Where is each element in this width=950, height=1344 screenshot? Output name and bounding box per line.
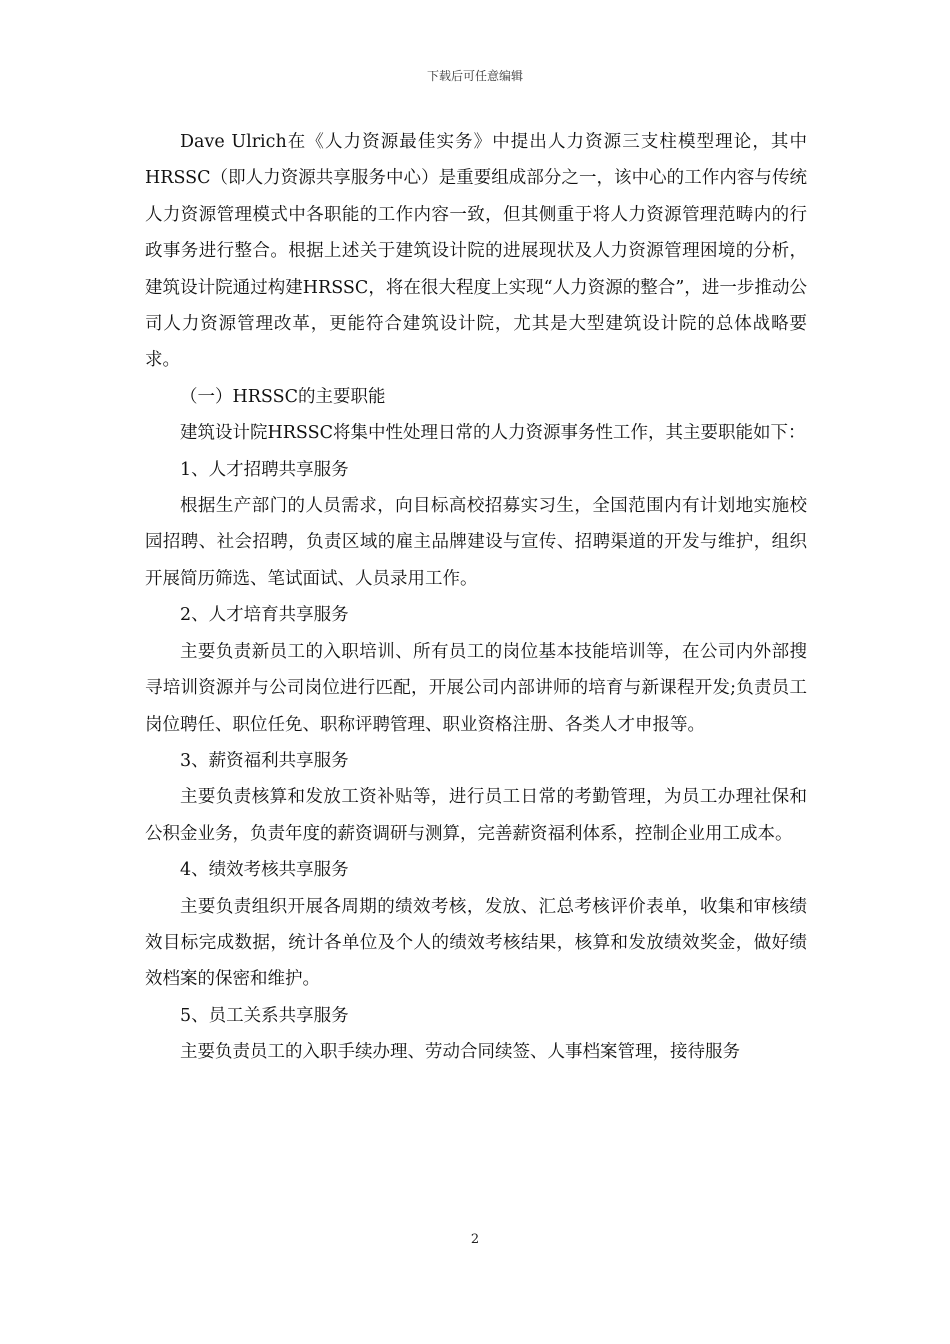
section-heading-main-functions: （一）HRSSC的主要职能: [180, 386, 386, 407]
page-header: 下载后可任意编辑: [426, 69, 523, 83]
paragraph-compensation: 主要负责核算和发放工资补贴等，进行员工日常的考勤管理，为员工办理社保和公积金业务，负责年度的薪资调研与测算，完善薪资福利体系，控制企业用工成本。: [145, 787, 807, 844]
subheading-training: 2、人才培育共享服务: [180, 605, 349, 626]
page-number: 2: [470, 1232, 480, 1247]
paragraph-performance: 主要负责组织开展各周期的绩效考核，发放、汇总考核评价表单，收集和审核绩效目标完成数据，统计各单位及个人的绩效考核结果，核算和发放绩效奖金，做好绩效档案的保密和维护。: [145, 896, 807, 990]
paragraph-functions-intro: 建筑设计院HRSSC将集中性处理日常的人力资源事务性工作，其主要职能如下：: [180, 423, 806, 444]
subheading-employee-relations: 5、员工关系共享服务: [180, 1005, 349, 1026]
subheading-compensation: 3、薪资福利共享服务: [180, 750, 349, 771]
subheading-performance: 4、绩效考核共享服务: [180, 860, 349, 881]
paragraph-recruitment: 根据生产部门的人员需求，向目标高校招募实习生，全国范围内有计划地实施校园招聘、社会招聘，负责区域的雇主品牌建设与宣传、招聘渠道的开发与维护，组织开展简历筛选、笔试面试、人员录用工作。: [145, 496, 807, 589]
subheading-recruitment: 1、人才招聘共享服务: [180, 459, 349, 480]
paragraph-training: 主要负责新员工的入职培训、所有员工的岗位基本技能培训等，在公司内外部搜寻培训资源并与公司岗位进行匹配，开展公司内部讲师的培育与新课程开发;负责员工岗位聘任、职位任免、职称评聘管理、职业资格注册、各类人才申报等。: [145, 641, 807, 735]
paragraph-intro: Dave Ulrich在《人力资源最佳实务》中提出人力资源三支柱模型理论，其中HRSSC（即人力资源共享服务中心）是重要组成部分之一，该中心的工作内容与传统人力资源管理模式中各职能的工作内容一致，但其侧重于将人力资源管理范畴内的行政事务进行整合。根据上述关于建筑设计院的进展现状及人力资源管理困境的分析，建筑设计院通过构建HRSSC，将在很大程度上实现“人力资源的整合”，进一步推动公司人力资源管理改革，更能符合建筑设计院，尤其是大型建筑设计院的总体战略要求。: [145, 132, 807, 371]
document-body: [145, 124, 807, 1071]
paragraph-employee-relations: 主要负责员工的入职手续办理、劳动合同续签、人事档案管理，接待服务: [180, 1042, 740, 1063]
